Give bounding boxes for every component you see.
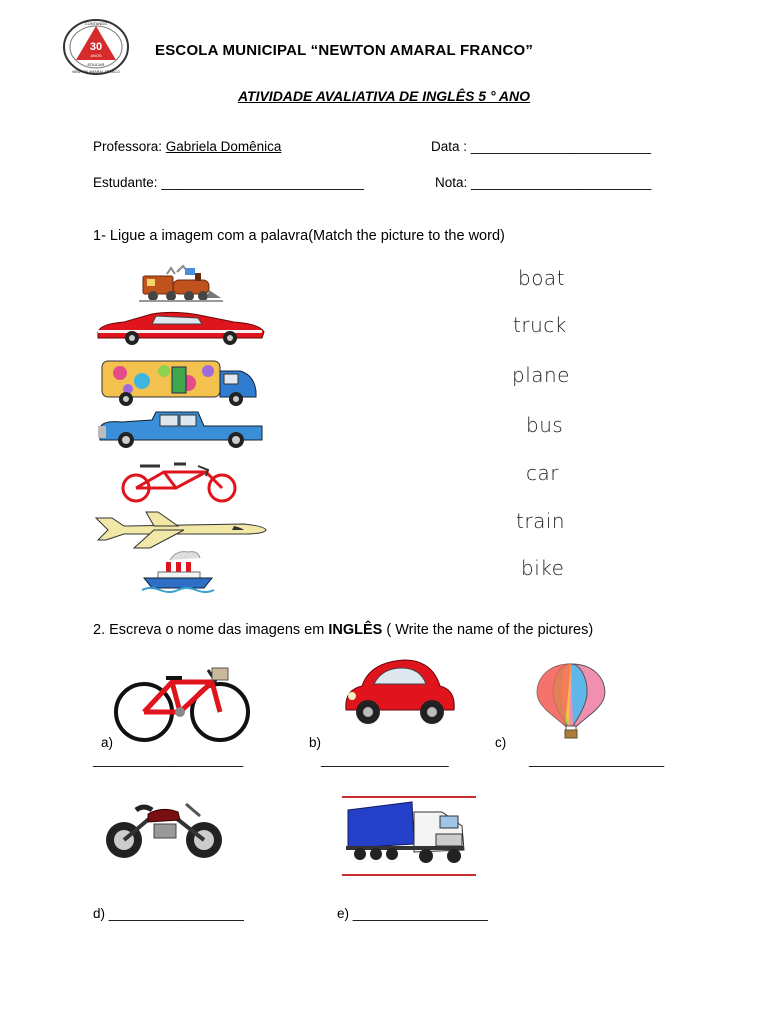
match-word-2[interactable]: truck xyxy=(513,313,567,337)
bike-picture[interactable] xyxy=(114,460,244,502)
q2-prompt-end: ( Write the name of the pictures) xyxy=(382,622,594,638)
logo-number: 30 xyxy=(89,41,103,53)
label-e: e) xyxy=(337,906,350,921)
worksheet-title: ATIVIDADE AVALIATIVA DE INGLÊS 5 ° ANO xyxy=(237,88,531,104)
answer-d xyxy=(93,906,244,921)
train-picture[interactable] xyxy=(137,264,225,304)
grade-blank[interactable]: ________________________ xyxy=(471,175,652,190)
logo-top-text: CONTANDO xyxy=(84,21,108,26)
plane-picture[interactable] xyxy=(94,506,268,548)
bus-picture[interactable] xyxy=(100,357,260,407)
q2-prompt-bold: INGLÊS xyxy=(328,622,383,638)
label-a: a) xyxy=(101,735,114,750)
answer-c-blank[interactable]: __________________ xyxy=(529,752,665,767)
logo-bottom-text: NEWTON AMARAL FRANCO xyxy=(72,70,120,74)
car-picture[interactable] xyxy=(94,310,266,346)
student-label: Estudante: xyxy=(93,175,158,190)
answer-e-blank[interactable]: __________________ xyxy=(352,906,488,921)
truck-image xyxy=(342,796,476,878)
date-row xyxy=(431,139,651,154)
teacher-row xyxy=(93,139,281,154)
grade-label: Nota: xyxy=(435,175,468,190)
logo-educar: EDUCAR xyxy=(87,62,105,67)
answer-e xyxy=(337,906,488,921)
truck-picture[interactable] xyxy=(94,410,268,450)
student-row xyxy=(93,175,364,190)
boat-picture[interactable] xyxy=(140,550,216,594)
school-name: ESCOLA MUNICIPAL “NEWTON AMARAL FRANCO” xyxy=(155,42,534,59)
label-d: d) xyxy=(93,906,106,921)
student-blank[interactable]: ___________________________ xyxy=(161,175,365,190)
teacher-name: Gabriela Domênica xyxy=(165,139,282,154)
label-c: c) xyxy=(495,735,507,750)
beetle-car-image xyxy=(340,656,458,728)
q1-prompt: 1- Ligue a imagem com a palavra(Match the picture to the word) xyxy=(93,228,505,244)
q2-prompt-start: 2. Escreva o nome das imagens em xyxy=(93,622,329,638)
logo-anos: ANOS xyxy=(90,53,102,58)
label-b: b) xyxy=(309,735,322,750)
answer-d-blank[interactable]: __________________ xyxy=(108,906,244,921)
match-word-4[interactable]: bus xyxy=(526,413,564,437)
match-word-5[interactable]: car xyxy=(526,461,559,485)
match-word-7[interactable]: bike xyxy=(521,556,565,580)
q2-prompt xyxy=(93,622,593,638)
teacher-label: Professora: xyxy=(93,139,163,154)
answer-a-blank[interactable]: ____________________ xyxy=(93,752,244,767)
date-blank[interactable]: ________________________ xyxy=(470,139,651,154)
match-word-6[interactable]: train xyxy=(516,509,566,533)
hot-air-balloon-image xyxy=(532,662,610,740)
grade-row xyxy=(435,175,651,190)
bicycle-image xyxy=(112,660,252,744)
match-word-1[interactable]: boat xyxy=(518,266,566,290)
date-label: Data : xyxy=(431,139,468,154)
motorcycle-image xyxy=(102,796,226,862)
school-logo xyxy=(62,18,130,76)
answer-b-blank[interactable]: _________________ xyxy=(321,752,449,767)
match-word-3[interactable]: plane xyxy=(512,363,570,387)
